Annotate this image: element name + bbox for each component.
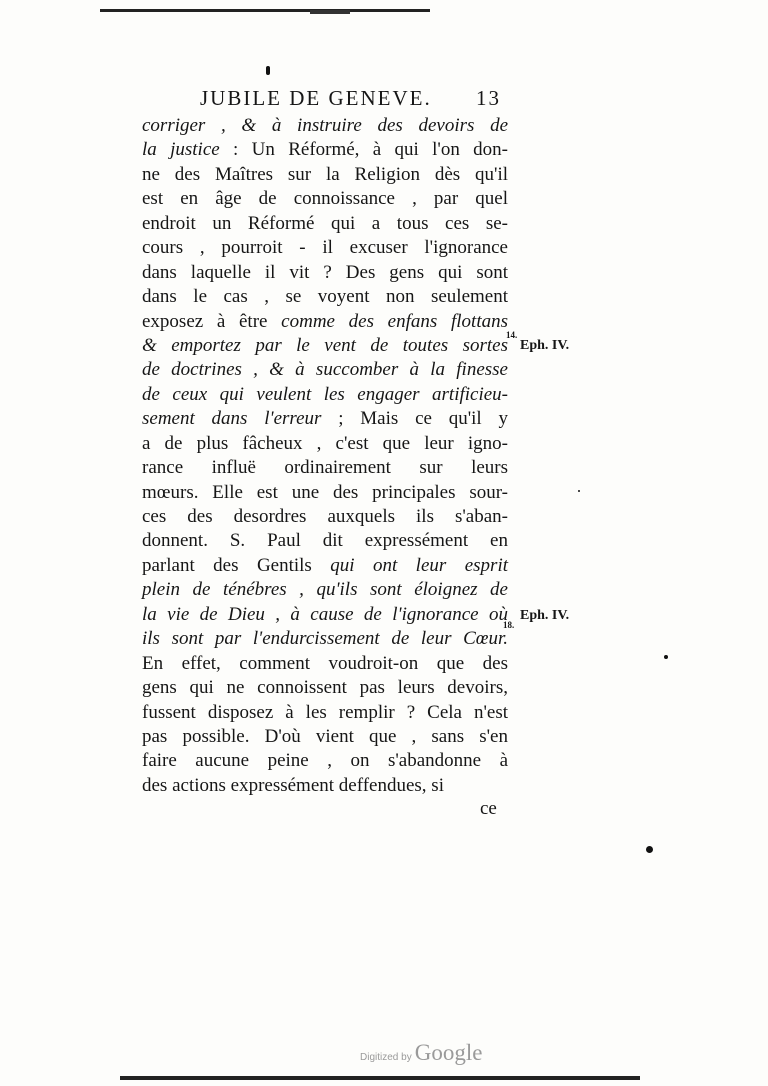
ink-speck <box>646 846 653 853</box>
scan-edge-smudge <box>310 10 350 14</box>
roman-text: ces des desordres auxquels ils s'aban- <box>142 506 508 527</box>
text-line <box>142 529 508 553</box>
roman-text: des actions expressément deffendues, si <box>142 774 444 796</box>
roman-text: En effet, comment voudroit-on que des <box>142 652 508 674</box>
text-line <box>142 114 508 138</box>
text-line <box>142 432 508 456</box>
page-number: 13 <box>476 86 501 110</box>
italic-text: qui ont leur esprit <box>330 554 508 576</box>
text-line <box>142 749 508 773</box>
text-line <box>142 163 508 187</box>
italic-text: de ceux qui veulent les engager artificieu- <box>142 383 508 405</box>
roman-text: fussent disposez à les remplir ? Cela n'est <box>142 701 508 723</box>
roman-text: donnent. S. Paul dit expressément en <box>142 530 508 552</box>
text-line <box>142 481 508 505</box>
roman-text: rance influë ordinairement sur leurs <box>142 457 508 479</box>
roman-text: pas possible. D'où vient que , sans s'en <box>142 725 508 747</box>
text-line <box>142 603 508 627</box>
text-line <box>142 578 508 602</box>
italic-text: & emportez par le vent de toutes sortes <box>142 334 508 356</box>
italic-text: sement dans l'erreur <box>142 408 322 430</box>
text-line <box>142 554 508 578</box>
text-line <box>142 310 508 334</box>
margin-note-text: Eph. IV. <box>520 608 570 623</box>
watermark-prefix: Digitized by <box>360 1052 412 1063</box>
text-line <box>142 627 508 651</box>
scan-edge-bottom <box>120 1076 640 1080</box>
margin-note-verse: 18. <box>503 620 515 630</box>
italic-text: de doctrines , & à succomber à la finesse <box>142 359 508 381</box>
text-line <box>142 261 508 285</box>
page-title: JUBILE DE GENEVE. <box>200 86 432 110</box>
italic-text: la vie de Dieu , à cause de l'ignorance où <box>142 603 508 625</box>
margin-note-text: Eph. IV. <box>520 338 570 353</box>
roman-text: ne des Maîtres sur la Religion dès qu'il <box>142 163 508 185</box>
text-line <box>142 138 508 162</box>
text-line <box>142 187 508 211</box>
roman-text: faire aucune peine , on s'abandonne à <box>142 750 508 772</box>
text-line <box>142 236 508 260</box>
roman-text: parlant des Gentils <box>142 554 331 576</box>
text-line <box>142 383 508 407</box>
text-line <box>142 358 508 382</box>
text-line <box>142 407 508 431</box>
text-line <box>142 334 508 358</box>
ink-speck <box>664 655 668 659</box>
margin-note-verse: 14. <box>506 330 518 340</box>
italic-text: corriger , & à instruire des devoirs de <box>142 115 508 136</box>
text-line <box>142 285 508 309</box>
margin-note-eph-iv-18 <box>503 608 570 643</box>
scan-edge-top <box>100 9 430 12</box>
body-text <box>142 114 508 798</box>
roman-text: : Un Réformé, à qui l'on don- <box>219 139 508 161</box>
text-line <box>142 652 508 676</box>
roman-text: dans laquelle il vit ? Des gens qui sont <box>142 261 508 283</box>
roman-text: est en âge de connoissance , par quel <box>142 188 508 210</box>
ink-speck <box>578 490 580 492</box>
roman-text: endroit un Réformé qui a tous ces se- <box>142 212 508 234</box>
text-line <box>142 701 508 725</box>
roman-text: mœurs. Elle est une des principales sour- <box>142 481 508 503</box>
text-line <box>142 456 508 480</box>
google-logo: Google <box>414 1040 483 1065</box>
text-line <box>142 725 508 749</box>
roman-text: a de plus fâcheux , c'est que leur igno- <box>142 432 508 454</box>
text-line <box>142 505 508 529</box>
ink-speck <box>266 66 270 75</box>
roman-text: ; Mais ce qu'il y <box>321 408 508 430</box>
roman-text: gens qui ne connoissent pas leurs devoirs, <box>142 677 508 699</box>
italic-text: comme des enfans flottans <box>281 310 508 332</box>
roman-text: dans le cas , se voyent non seulement <box>142 286 508 308</box>
text-line <box>142 212 508 236</box>
text-line <box>142 676 508 700</box>
margin-note-eph-iv-14 <box>506 330 570 373</box>
italic-text: la justice <box>142 139 220 161</box>
roman-text: cours , pourroit - il excuser l'ignorance <box>142 237 508 259</box>
italic-text: ils sont par l'endurcissement de leur Cœur. <box>142 628 508 650</box>
text-line <box>142 774 508 798</box>
catchword: ce <box>480 798 497 819</box>
digitization-watermark <box>360 1040 482 1066</box>
italic-text: plein de ténébres , qu'ils sont éloignez de <box>142 579 508 601</box>
roman-text: exposez à être <box>142 310 282 332</box>
